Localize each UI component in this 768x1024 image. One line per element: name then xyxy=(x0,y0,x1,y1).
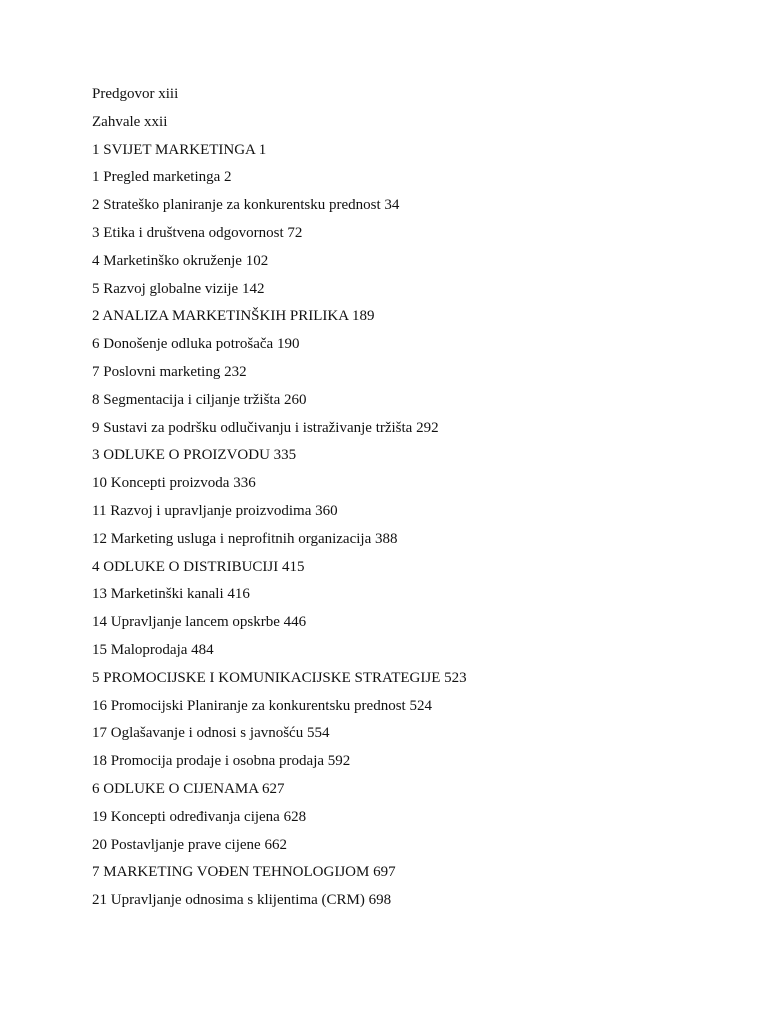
toc-chapter-entry: 12 Marketing usluga i neprofitnih organizacija 388 xyxy=(92,530,398,547)
toc-part-heading: 5 PROMOCIJSKE I KOMUNIKACIJSKE STRATEGIJE 523 xyxy=(92,669,467,686)
toc-entry-acknowledgements: Zahvale xxii xyxy=(92,113,168,130)
toc-part-heading: 2 ANALIZA MARKETINŠKIH PRILIKA 189 xyxy=(92,308,375,325)
toc-chapter-entry: 6 Donošenje odluka potrošača 190 xyxy=(92,336,300,353)
toc-part-heading: 7 MARKETING VOĐEN TEHNOLOGIJOM 697 xyxy=(92,864,396,881)
table-of-contents xyxy=(92,84,467,918)
toc-chapter-entry: 2 Strateško planiranje za konkurentsku prednost 34 xyxy=(92,197,400,214)
toc-chapter-entry: 1 Pregled marketinga 2 xyxy=(92,169,232,186)
toc-chapter-entry: 10 Koncepti proizvoda 336 xyxy=(92,475,256,492)
toc-part-heading: 3 ODLUKE O PROIZVODU 335 xyxy=(92,447,297,464)
toc-entry-preface: Predgovor xiii xyxy=(92,86,179,102)
toc-chapter-entry: 3 Etika i društvena odgovornost 72 xyxy=(92,224,303,241)
toc-chapter-entry: 13 Marketinški kanali 416 xyxy=(92,586,250,603)
toc-chapter-entry: 11 Razvoj i upravljanje proizvodima 360 xyxy=(92,502,338,519)
toc-chapter-entry: 20 Postavljanje prave cijene 662 xyxy=(92,836,287,853)
toc-part-heading: 6 ODLUKE O CIJENAMA 627 xyxy=(92,780,285,797)
toc-chapter-entry: 8 Segmentacija i ciljanje tržišta 260 xyxy=(92,391,307,408)
toc-part-heading: 1 SVIJET MARKETINGA 1 xyxy=(92,141,267,158)
toc-chapter-entry: 7 Poslovni marketing 232 xyxy=(92,363,247,380)
toc-chapter-entry: 15 Maloprodaja 484 xyxy=(92,641,214,658)
toc-chapter-entry: 21 Upravljanje odnosima s klijentima (CRM) 698 xyxy=(92,892,392,909)
toc-chapter-entry: 16 Promocijski Planiranje za konkurentsku prednost 524 xyxy=(92,697,432,714)
toc-chapter-entry: 14 Upravljanje lancem opskrbe 446 xyxy=(92,614,307,631)
toc-chapter-entry: 4 Marketinško okruženje 102 xyxy=(92,252,269,269)
toc-chapter-entry: 18 Promocija prodaje i osobna prodaja 592 xyxy=(92,753,351,770)
toc-part-heading: 4 ODLUKE O DISTRIBUCIJI 415 xyxy=(92,558,305,575)
toc-chapter-entry: 19 Koncepti određivanja cijena 628 xyxy=(92,808,307,825)
toc-chapter-entry: 17 Oglašavanje i odnosi s javnošću 554 xyxy=(92,725,330,742)
toc-chapter-entry: 9 Sustavi za podršku odlučivanju i istraživanje tržišta 292 xyxy=(92,419,439,436)
toc-chapter-entry: 5 Razvoj globalne vizije 142 xyxy=(92,280,265,297)
